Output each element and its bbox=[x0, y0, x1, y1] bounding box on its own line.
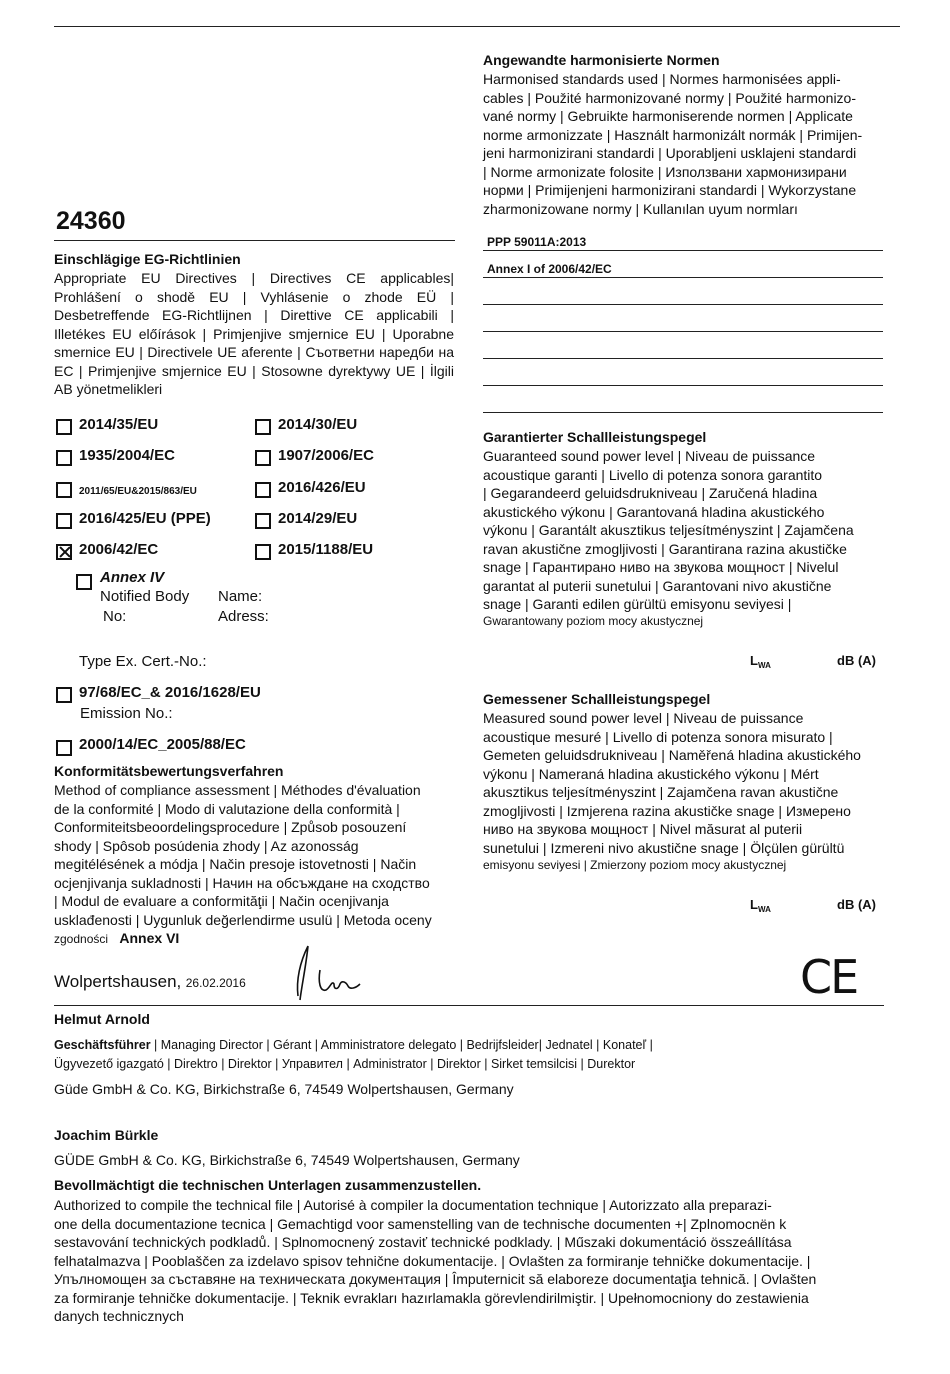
conformity-line: usklađenosti | Uygunluk değerlendirme usulü | Metoda oceny bbox=[54, 911, 432, 928]
authorized-line: felhatalmazva | Pooblaščen za izdelavo spisov tehnične dokumentacije. | Ovlašten za formiranje tehničke dokumentacije. | bbox=[54, 1252, 811, 1269]
type-ex-cert-label: Type Ex. Cert.-No.: bbox=[79, 653, 207, 670]
measured-line: zmogljivosti | Izmjerena razina akustičke snage | Измерено bbox=[483, 802, 851, 819]
emission-checkbox[interactable] bbox=[56, 687, 72, 703]
conformity-last-line bbox=[54, 930, 179, 946]
guaranteed-last-line: Gwarantowany poziom mocy akustycznej bbox=[483, 614, 704, 628]
standards-line: jeni harmonizirani standardi | Uporabljeni usklajeni standardi bbox=[483, 145, 857, 161]
directive-checkbox[interactable] bbox=[56, 513, 72, 529]
noise-directive-checkbox[interactable] bbox=[56, 740, 72, 756]
guaranteed-lwa bbox=[750, 653, 771, 670]
directive-label: 2014/29/EU bbox=[278, 510, 358, 527]
authorized-line: Authorized to compile the technical file | Autorisé à compiler la documentation technique | Autorizzato alla preparazi- bbox=[54, 1197, 772, 1213]
directive-label: 2011/65/EU&2015/863/EU bbox=[79, 486, 197, 497]
guaranteed-line: Guaranteed sound power level | Niveau de puissance bbox=[483, 448, 816, 464]
authorized-line: sestavování technických podkladů. | Splnomocnený zostaviť technické podklady. | Műszaki dokumentáció összeállítása bbox=[54, 1234, 792, 1250]
notified-body-label: Notified Body bbox=[100, 588, 190, 605]
guaranteed-line: | Gegarandeerd geluidsdrukniveau | Zaručená hladina bbox=[483, 485, 818, 501]
manager-title-line2: Ügyvezető igazgató | Direktro | Direktor | Управител | Administrator | Direktor | Sirket temsilcisi | Durektor bbox=[54, 1057, 636, 1071]
directive-label: 2006/42/EC bbox=[79, 541, 159, 558]
conformity-last-word: zgodności bbox=[54, 932, 109, 946]
measured-text bbox=[483, 709, 893, 857]
guaranteed-line: akustického výkonu | Garantovaná hladina akustického bbox=[483, 503, 825, 520]
authorized-line: one della documentazione tecnica | Gemachtigd voor samenstelling van de technische documenten +| Zplnomocnën k bbox=[54, 1215, 787, 1232]
authorized-line: za formiranje tehničke dokumentacije. | Teknik evrakları hazırlamakla görevlendirilmiştir. | Upełnomocniony do zestawienia bbox=[54, 1289, 809, 1306]
standards-line: vané normy | Gebruikte harmoniserende normen | Applicate bbox=[483, 108, 853, 124]
standards-line: cables | Použité harmonizované normy | Použité harmonizo- bbox=[483, 89, 857, 106]
standard-rule-2 bbox=[483, 277, 883, 278]
ce-mark: CE bbox=[800, 950, 858, 1004]
guaranteed-text bbox=[483, 447, 893, 614]
manager-name: Helmut Arnold bbox=[54, 1011, 150, 1027]
authorized-line: Упълномощен за съставяне на техническата документация | Împuternicit să elaboreze documentaţia tehnică. | Ovlašten bbox=[54, 1271, 817, 1287]
manager-title-rest: | Managing Director | Gérant | Amministratore delegato | Bedrijfsleider| Jednatel | Konateľ | bbox=[150, 1038, 653, 1052]
guaranteed-heading: Garantierter Schallleistungspegel bbox=[483, 429, 707, 445]
guaranteed-line: garantat al puterii sunetului | Garantovani nivo akustične bbox=[483, 577, 832, 594]
conformity-line: Method of compliance assessment | Méthodes d'évaluation bbox=[54, 782, 421, 798]
conformity-text bbox=[54, 781, 464, 929]
directive-checkbox[interactable] bbox=[56, 544, 72, 560]
measured-line: výkonu | Nameraná hladina akustického výkonu | Mért bbox=[483, 765, 819, 782]
manager-title-bold: Geschäftsführer bbox=[54, 1038, 151, 1052]
measured-line: akusztikus teljesítményszint | Zajamčena ravan akustične bbox=[483, 784, 839, 800]
standard-rule-3 bbox=[483, 304, 883, 305]
directive-checkbox[interactable] bbox=[255, 482, 271, 498]
place-date bbox=[54, 972, 246, 992]
conformity-line: ocjenjivanja sukladnosti | Начин на обсъждане на сходство bbox=[54, 874, 430, 891]
directive-label: 2016/426/EU bbox=[278, 479, 366, 496]
standards-line: Harmonised standards used | Normes harmonisées appli- bbox=[483, 71, 841, 87]
conformity-heading: Konformitätsbewertungsverfahren bbox=[54, 763, 284, 779]
authorized-name: Joachim Bürkle bbox=[54, 1127, 159, 1143]
annex-iv-checkbox[interactable] bbox=[76, 574, 92, 590]
measured-lwa bbox=[750, 897, 771, 914]
directive-checkbox[interactable] bbox=[56, 419, 72, 435]
measured-line: Measured sound power level | Niveau de puissance bbox=[483, 710, 804, 726]
standards-line: норми | Primijenjeni harmonizirani standardi | Wykorzystane bbox=[483, 182, 857, 198]
conformity-line: megitélésének a módja | Način presoje istovetnosti | Način bbox=[54, 856, 417, 872]
measured-unit: dB (A) bbox=[837, 897, 876, 912]
guaranteed-line: výkonu | Garantált akusztikus teljesítményszint | Zajamčena bbox=[483, 522, 854, 538]
standards-text bbox=[483, 70, 893, 218]
annex-iv-label: Annex IV bbox=[100, 569, 165, 586]
emission-no-label: Emission No.: bbox=[80, 705, 173, 722]
directive-label: 2014/35/EU bbox=[79, 416, 159, 433]
guaranteed-line: snage | Garanti edilen gürültü emisyonu seviyesi | bbox=[483, 596, 792, 612]
place-label: Wolpertshausen, bbox=[54, 972, 182, 991]
directive-label: 2016/425/EU (PPE) bbox=[79, 510, 211, 527]
guaranteed-line: snage | Гарантирано ниво на звукова мощност | Nivelul bbox=[483, 559, 839, 575]
model-rule bbox=[54, 240, 455, 241]
signature-rule bbox=[54, 1005, 884, 1006]
measured-heading: Gemessener Schallleistungspegel bbox=[483, 691, 711, 707]
measured-line: ниво на звукова мощност | Nivel măsurat al puterii bbox=[483, 821, 803, 837]
directive-label: 1935/2004/EC bbox=[79, 447, 175, 464]
standard-rule-6 bbox=[483, 385, 883, 386]
directive-checkbox[interactable] bbox=[255, 450, 271, 466]
manager-title bbox=[54, 1036, 934, 1074]
standard-rule-5 bbox=[483, 358, 883, 359]
guaranteed-line: acoustique garanti | Livello di potenza sonora garantito bbox=[483, 466, 823, 483]
guaranteed-lwa-symbol: L bbox=[750, 653, 758, 668]
directive-checkbox[interactable] bbox=[255, 544, 271, 560]
adress-label: Adress: bbox=[218, 608, 269, 625]
guaranteed-lwa-sub: WA bbox=[757, 661, 771, 670]
standards-line: zharmonizowane normy | Kullanılan uyum normları bbox=[483, 200, 798, 217]
name-label: Name: bbox=[218, 588, 263, 605]
conformity-line: shody | Spôsob posúdenia zhody | Az azonosság bbox=[54, 837, 359, 854]
directive-label: 2015/1188/EU bbox=[278, 541, 374, 558]
measured-line: sunetului | Izmereni nivo akustične snage | Ölçülen gürültü bbox=[483, 839, 845, 856]
standard-rule-7 bbox=[483, 412, 883, 413]
notified-body-no-label: No: bbox=[103, 608, 127, 625]
conformity-annex: Annex VI bbox=[119, 930, 180, 946]
directive-label: 1907/2006/EC bbox=[278, 447, 374, 464]
directives-heading: Einschlägige EG-Richtlinien bbox=[54, 251, 241, 267]
standard-rule-1 bbox=[483, 250, 883, 251]
measured-lwa-sub: WA bbox=[757, 905, 771, 914]
directive-checkbox[interactable] bbox=[56, 482, 72, 498]
guaranteed-unit: dB (A) bbox=[837, 653, 876, 668]
guaranteed-line: ravan akustične zmogljivosti | Garantirana razina akustičke bbox=[483, 540, 847, 557]
date-label: 26.02.2016 bbox=[185, 976, 246, 990]
authorized-text bbox=[54, 1196, 934, 1326]
measured-line: Gemeten geluidsdrukniveau | Naměřená hladina akustického bbox=[483, 747, 861, 763]
standard-rule-4 bbox=[483, 331, 883, 332]
manager-address: Güde GmbH & Co. KG, Birkichstraße 6, 74549 Wolpertshausen, Germany bbox=[54, 1081, 514, 1097]
standards-line: | Norme armonizate folosite | Използвани хармонизирани bbox=[483, 163, 847, 180]
directive-checkbox[interactable] bbox=[255, 513, 271, 529]
directives-text: Appropriate EU Directives | Directives CE applicables| Prohlášení o shodě EU | Vyhlásenie o zhode EÜ | Desbetreffende EG-Richtlijnen | Direttive CE applicabili | Illetékes EU előírások | Primjenjive smjernice EU | Uporabne smernice EU | Directivele UE aferente | Съответни наредби на ЕС | Primjenjive smjernice EU | Stosowne dyrektywy UE | İlgili AB yönetmelikleri bbox=[54, 270, 454, 397]
directive-checkbox[interactable] bbox=[56, 450, 72, 466]
conformity-line: Conformiteitsbeoordelingsprocedure | Způsob posouzení bbox=[54, 819, 407, 835]
signature-scribble bbox=[290, 940, 370, 1002]
standards-line: norme armonizzate | Használt harmonizált normák | Primijen- bbox=[483, 126, 863, 143]
authorized-heading: Bevollmächtigt die technischen Unterlagen zusammenzustellen. bbox=[54, 1177, 482, 1193]
directive-label: 2014/30/EU bbox=[278, 416, 358, 433]
model-number: 24360 bbox=[56, 207, 126, 235]
standards-heading: Angewandte harmonisierte Normen bbox=[483, 52, 720, 68]
measured-line: acoustique mesuré | Livello di potenza sonora misurato | bbox=[483, 728, 833, 745]
directive-checkbox[interactable] bbox=[255, 419, 271, 435]
conformity-line: | Modul de evaluare a conformităţii | Način ocenjivanja bbox=[54, 893, 389, 909]
authorized-line: danych technicznych bbox=[54, 1308, 184, 1324]
top-rule bbox=[54, 26, 900, 27]
noise-directive-label: 2000/14/EC_2005/88/EC bbox=[79, 736, 246, 753]
measured-lwa-symbol: L bbox=[750, 897, 758, 912]
authorized-address: GÜDE GmbH & Co. KG, Birkichstraße 6, 74549 Wolpertshausen, Germany bbox=[54, 1152, 520, 1168]
standard-entry-1: PPP 59011A:2013 bbox=[487, 235, 587, 249]
measured-last-line: emisyonu seviyesi | Zmierzony poziom mocy akustycznej bbox=[483, 858, 787, 872]
emission-directive-label: 97/68/EC_& 2016/1628/EU bbox=[79, 684, 261, 701]
standard-entry-2: Annex I of 2006/42/EC bbox=[487, 262, 612, 276]
conformity-line: de la conformité | Modo di valutazione della conformità | bbox=[54, 800, 400, 817]
